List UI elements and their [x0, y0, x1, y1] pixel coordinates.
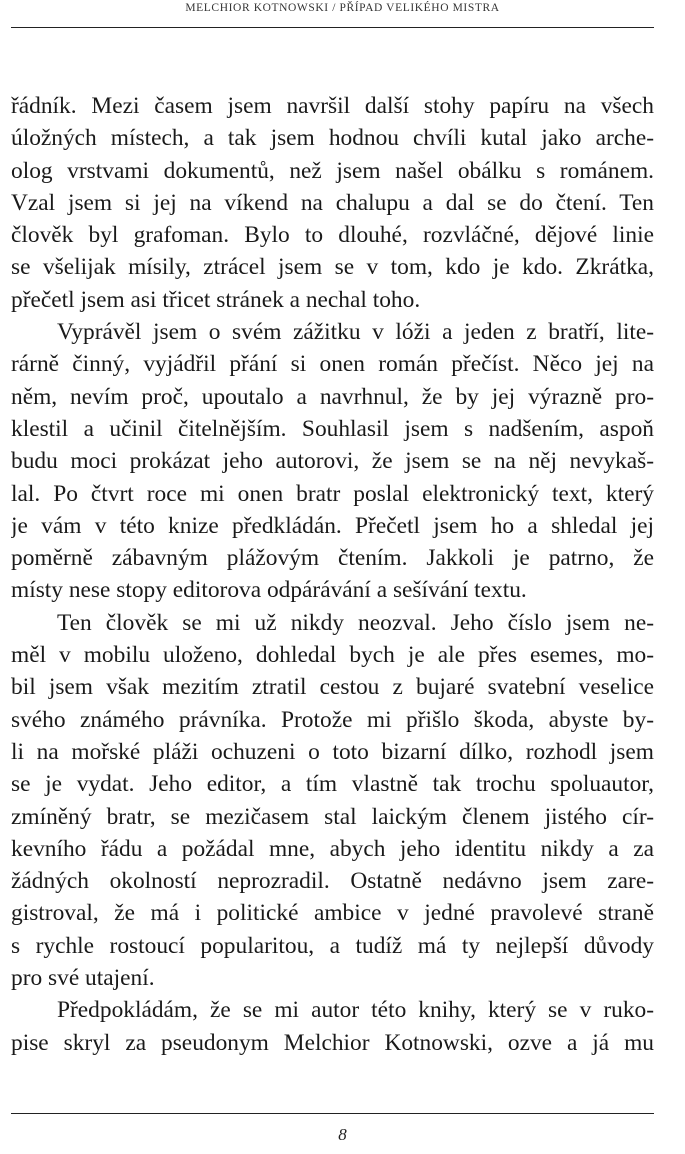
text-line: úložných místech, a tak jsem hodnou chvíli kutal jako arche- [11, 125, 654, 152]
text-line: něm, nevím proč, upoutalo a navrhnul, že by jej výrazně pro- [11, 383, 654, 410]
body-text [11, 90, 654, 1059]
text-line: klestil a učinil čitelnějším. Souhlasil jsem s nadšením, aspoň [11, 415, 654, 442]
text-line: kevního řádu a požádal mne, abych jeho identitu nikdy a za [11, 835, 654, 862]
text-line: svého známého právníka. Protože mi přišlo škoda, abyste by- [11, 706, 654, 733]
paragraph [11, 607, 654, 995]
text-line: měl v mobilu uloženo, dohledal bych je ale přes esemes, mo- [11, 642, 654, 669]
text-line: bil jsem však mezitím ztratil cestou z bujaré svatební veselice [11, 674, 654, 701]
text-line: Ten člověk se mi už nikdy neozval. Jeho číslo jsem ne- [57, 609, 654, 636]
header-rule [11, 27, 654, 28]
text-line: se je vydat. Jeho editor, a tím vlastně tak trochu spoluautor, [11, 771, 654, 798]
text-line: člověk byl grafoman. Bylo to dlouhé, rozvláčné, dějové linie [11, 222, 654, 249]
text-line: je vám v této knize předkládán. Přečetl jsem ho a shledal jej [11, 512, 654, 539]
text-line: Vzal jsem si jej na víkend na chalupu a dal se do čtení. Ten [11, 189, 654, 216]
footer-rule [11, 1113, 654, 1114]
text-line: řádník. Mezi časem jsem navršil další stohy papíru na všech [11, 93, 654, 119]
text-line: poměrně zábavným plážovým čtením. Jakkoli je patrno, že [11, 545, 654, 572]
text-line: Vyprávěl jsem o svém zážitku v lóži a jeden z bratří, lite- [57, 319, 654, 346]
text-line: olog vrstvami dokumentů, než jsem našel obálku s románem. [11, 157, 654, 184]
text-line: lal. Po čtvrt roce mi onen bratr poslal elektronický text, který [11, 480, 654, 507]
paragraph [11, 994, 654, 1059]
text-line: Předpokládám, že se mi autor této knihy, který se v ruko- [57, 997, 654, 1024]
paragraph [11, 316, 654, 607]
text-line: se všelijak mísily, ztrácel jsem se v tom, kdo je kdo. Zkrátka, [11, 254, 654, 281]
text-line: li na mořské pláži ochuzeni o toto bizarní dílko, rozhodl jsem [11, 738, 654, 765]
text-line: budu moci prokázat jeho autorovi, že jsem se na něj nevykaš- [11, 448, 654, 475]
text-line: zmíněný bratr, se mezičasem stal laickým členem jistého cír- [11, 803, 654, 830]
text-line: pise skryl za pseudonym Melchior Kotnowski, ozve a já mu [11, 1029, 654, 1056]
paragraph [11, 90, 654, 316]
running-head: MELCHIOR KOTNOWSKI / PŘÍPAD VELIKÉHO MISTRA [185, 2, 500, 14]
text-line: s rychle rostoucí popularitou, a tudíž má ty nejlepší důvody [11, 932, 654, 959]
text-line: rárně činný, vyjádřil přání si onen román přečíst. Něco jej na [11, 351, 654, 378]
text-line: místy nese stopy editorova odpárávání a sešívání textu. [11, 577, 527, 604]
page-number: 8 [338, 1125, 347, 1144]
text-line: žádných okolností neprozradil. Ostatně nedávno jsem zare- [11, 868, 654, 895]
text-line: pro své utajení. [11, 965, 155, 992]
text-line: přečetl jsem asi třicet stránek a nechal toho. [11, 286, 421, 313]
text-line: gistroval, že má i politické ambice v jedné pravolevé straně [11, 900, 654, 927]
